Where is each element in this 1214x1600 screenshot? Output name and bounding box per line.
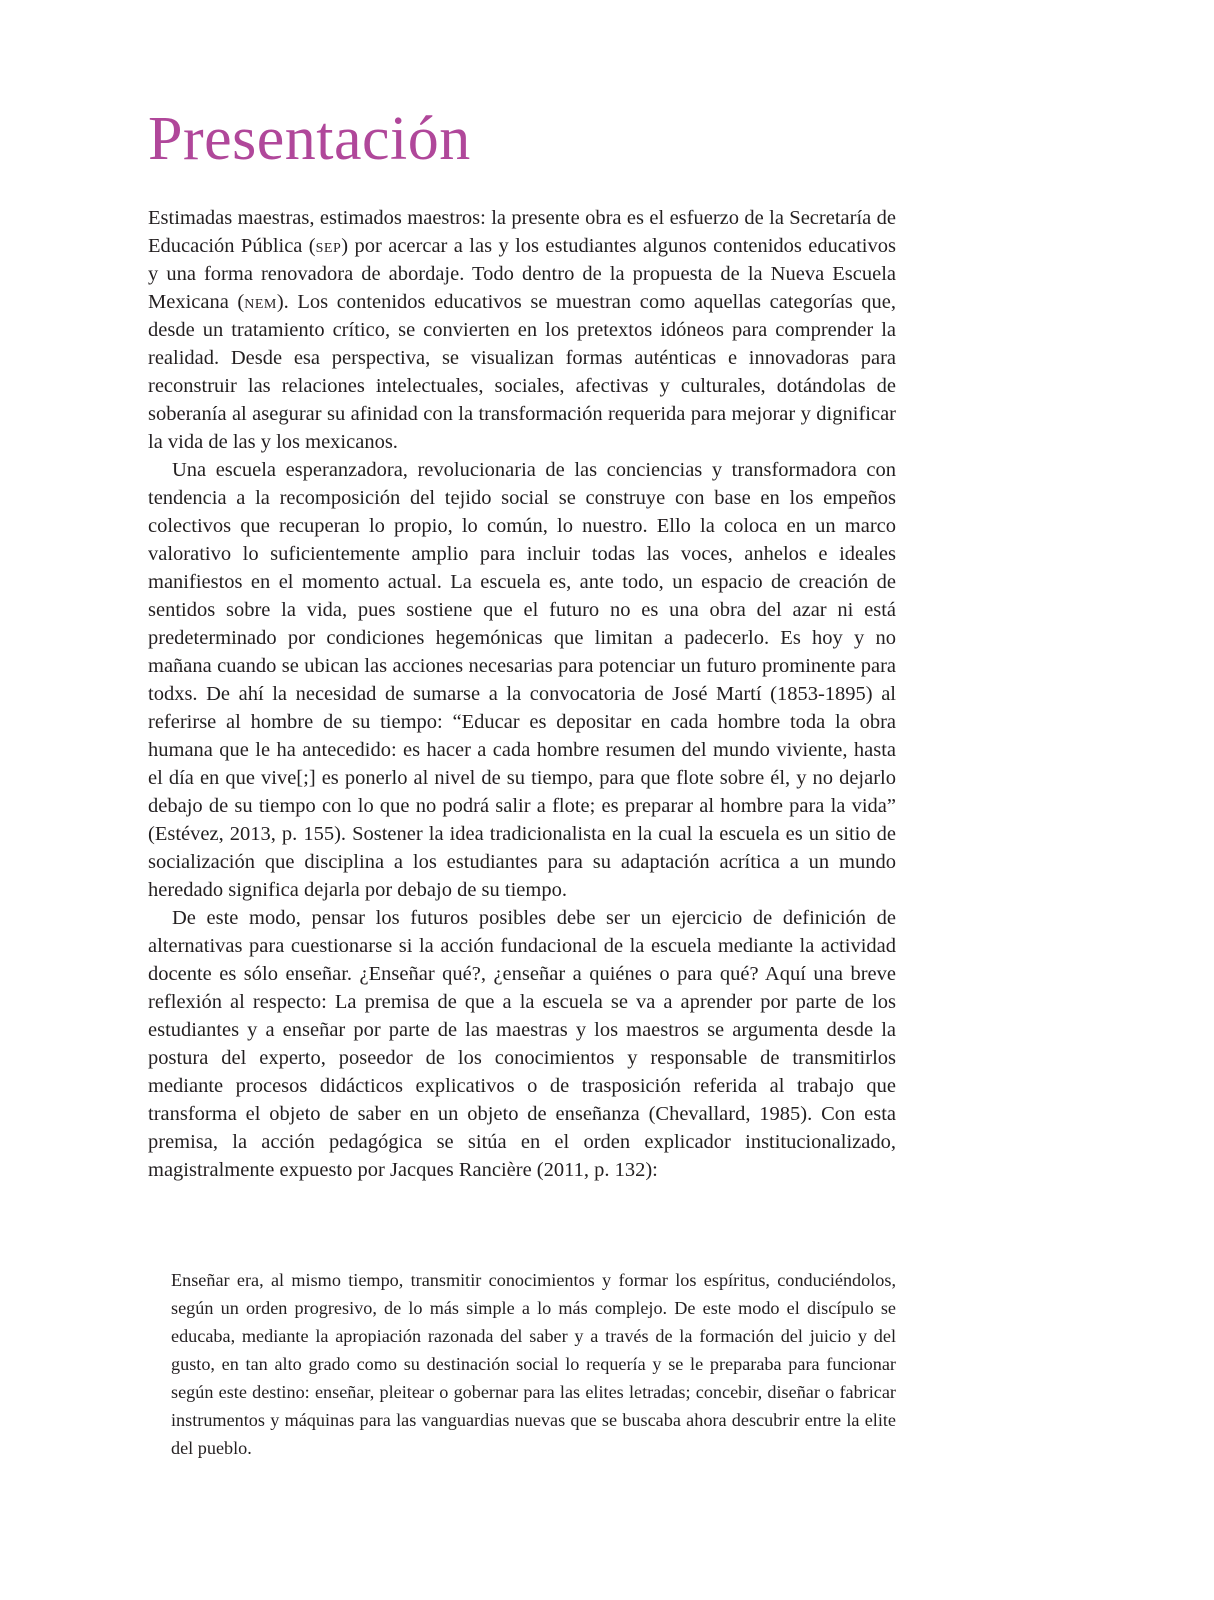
block-quote	[171, 1266, 896, 1462]
paragraph-1-text-b: ) por acercar a las y los estudiantes algunos contenidos educativos y una forma renovadora de abordaje. Todo dentro de la propuesta de la Nueva Escuela Mexicana (	[148, 235, 896, 313]
block-quote-text: Enseñar era, al mismo tiempo, transmitir conocimientos y formar los espíritus, conduciéndolos, según un orden progresivo, de lo más simple a lo más complejo. De este modo el discípulo se educaba, mediante la apropiación razonada del saber y a través de la formación del juicio y del gusto, en tan alto grado como su destinación social lo requería y se le preparaba para funcionar según este destino: enseñar, pleitear o gobernar para las elites letradas; concebir, diseñar o fabricar instrumentos y máquinas para las vanguardias nuevas que se buscaba ahora descubrir entre la elite del pueblo.	[171, 1270, 896, 1458]
paragraph-1	[148, 204, 896, 456]
paragraph-3: De este modo, pensar los futuros posibles debe ser un ejercicio de definición de alternativas para cuestionarse si la acción fundacional de la escuela mediante la actividad docente es sólo enseñar. ¿Enseñar qué?, ¿enseñar a quiénes o para qué? Aquí una breve reflexión al respecto: La premisa de que a la escuela se va a aprender por parte de los estudiantes y a enseñar por parte de las maestras y los maestros se argumenta desde la postura del experto, poseedor de los conocimientos y responsable de transmitirlos mediante procesos didácticos explicativos o de trasposición referida al trabajo que transforma el objeto de saber en un objeto de enseñanza (Chevallard, 1985). Con esta premisa, la acción pedagógica se sitúa en el orden explicador institucionalizado, magistralmente expuesto por Jacques Rancière (2011, p. 132):	[148, 907, 896, 1181]
paragraph-1-text-c: ). Los contenidos educativos se muestran como aquellas categorías que, desde un tratamiento crítico, se convierten en los pretextos idóneos para comprender la realidad. Desde esa perspectiva, se visualizan formas auténticas e innovadoras para reconstruir las relaciones intelectuales, sociales, afectivas y culturales, dotándolas de soberanía al asegurar su afinidad con la transformación requerida para mejorar y dignificar la vida de las y los mexicanos.	[148, 291, 896, 453]
abbreviation-nem: nem	[244, 291, 277, 313]
page-title: Presentación	[148, 105, 471, 173]
body-text	[148, 204, 896, 1184]
paragraph-1-text-a: Estimadas maestras, estimados maestros: la presente obra es el esfuerzo de la Secretaría de Educación Pública (	[148, 207, 896, 257]
paragraph-2: Una escuela esperanzadora, revolucionaria de las conciencias y transformadora con tendencia a la recomposición del tejido social se construye con base en los empeños colectivos que recuperan lo propio, lo común, lo nuestro. Ello la coloca en un marco valorativo lo suficientemente amplio para incluir todas las voces, anhelos e ideales manifiestos en el momento actual. La escuela es, ante todo, un espacio de creación de sentidos sobre la vida, pues sostiene que el futuro no es una obra del azar ni está predeterminado por condiciones hegemónicas que limitan a padecerlo. Es hoy y no mañana cuando se ubican las acciones necesarias para potenciar un futuro prominente para todxs. De ahí la necesidad de sumarse a la convocatoria de José Martí (1853-1895) al referirse al hombre de su tiempo: “Educar es depositar en cada hombre toda la obra humana que le ha antecedido: es hacer a cada hombre resumen del mundo viviente, hasta el día en que vive[;] es ponerlo al nivel de su tiempo, para que flote sobre él, y no dejarlo debajo de su tiempo con lo que no podrá salir a flote; es preparar al hombre para la vida” (Estévez, 2013, p. 155). Sostener la idea tradicionalista en la cual la escuela es un sitio de socialización que disciplina a los estudiantes para su adaptación acrítica a un mundo heredado significa dejarla por debajo de su tiempo.	[148, 459, 896, 901]
abbreviation-sep: sep	[315, 235, 342, 257]
